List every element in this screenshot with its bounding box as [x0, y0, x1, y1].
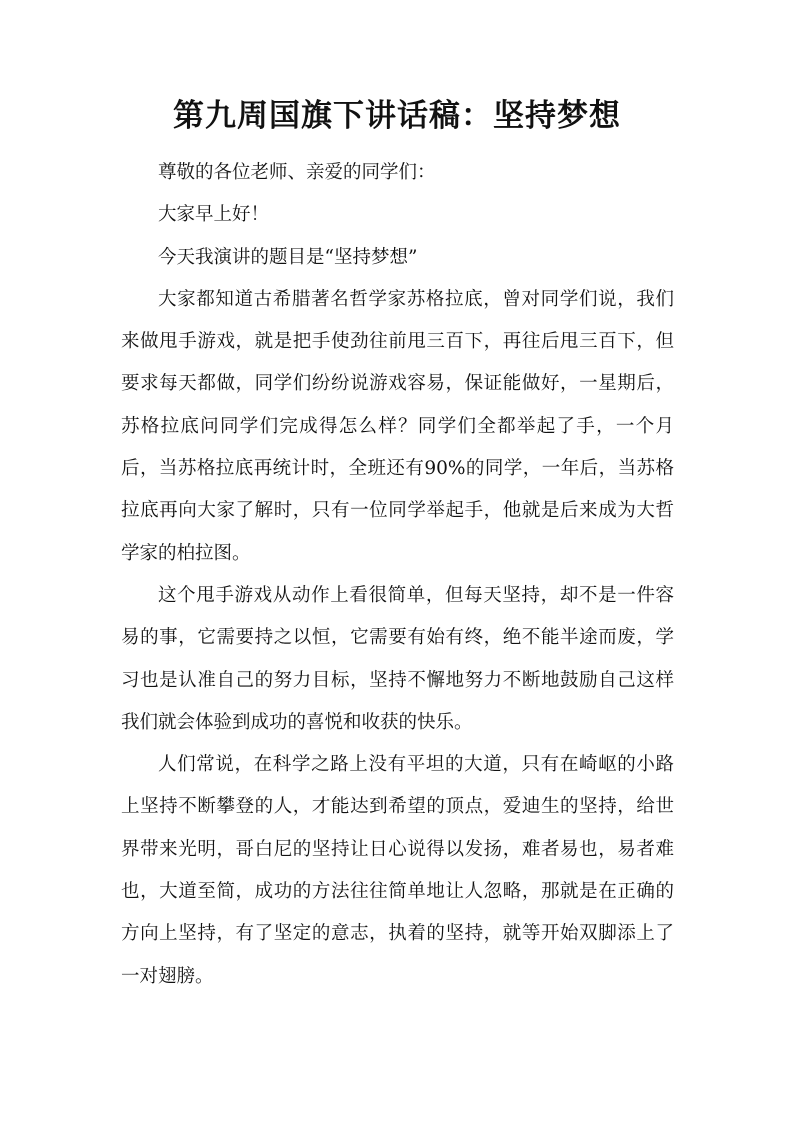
topic-paragraph: 今天我演讲的题目是“坚持梦想”: [158, 246, 418, 268]
good-morning-paragraph: 大家早上好！: [158, 204, 270, 226]
document-title: 第九周国旗下讲话稿：坚持梦想: [173, 98, 621, 134]
socrates-story-paragraph: 大家都知道古希腊著名哲学家苏格拉底，曾对同学们说，我们来做甩手游戏，就是把手使劲往前甩三百下，再往后甩三百下，但要求每天都做，同学们纷纷说游戏容易，保证能做好，一星期后，苏格拉底问同学们完成得怎么样？同学们全都举起了手，一个月后，当苏格拉底再统计时，全班还有90%的同学，一年后，当苏格拉底再向大家了解时，只有一位同学举起手，他就是后来成为大哲学家的柏拉图。: [121, 288, 674, 564]
science-road-paragraph: 人们常说，在科学之路上没有平坦的大道，只有在崎岖的小路上坚持不断攀登的人，才能达到希望的顶点，爱迪生的坚持，给世界带来光明，哥白尼的坚持让日心说得以发扬，难者易也，易者难也，大道至简，成功的方法往往简单地让人忽略，那就是在正确的方向上坚持，有了坚定的意志，执着的坚持，就等开始双脚添上了一对翅膀。: [121, 754, 674, 987]
persistence-lesson-paragraph: 这个甩手游戏从动作上看很简单，但每天坚持，却不是一件容易的事，它需要持之以恒，它需要有始有终，绝不能半途而废，学习也是认准自己的努力目标，坚持不懈地努力不断地鼓励自己这样我们就会体验到成功的喜悦和收获的快乐。: [121, 584, 674, 733]
greeting-paragraph: 尊敬的各位老师、亲爱的同学们：: [158, 162, 436, 183]
document-body: [121, 152, 674, 998]
